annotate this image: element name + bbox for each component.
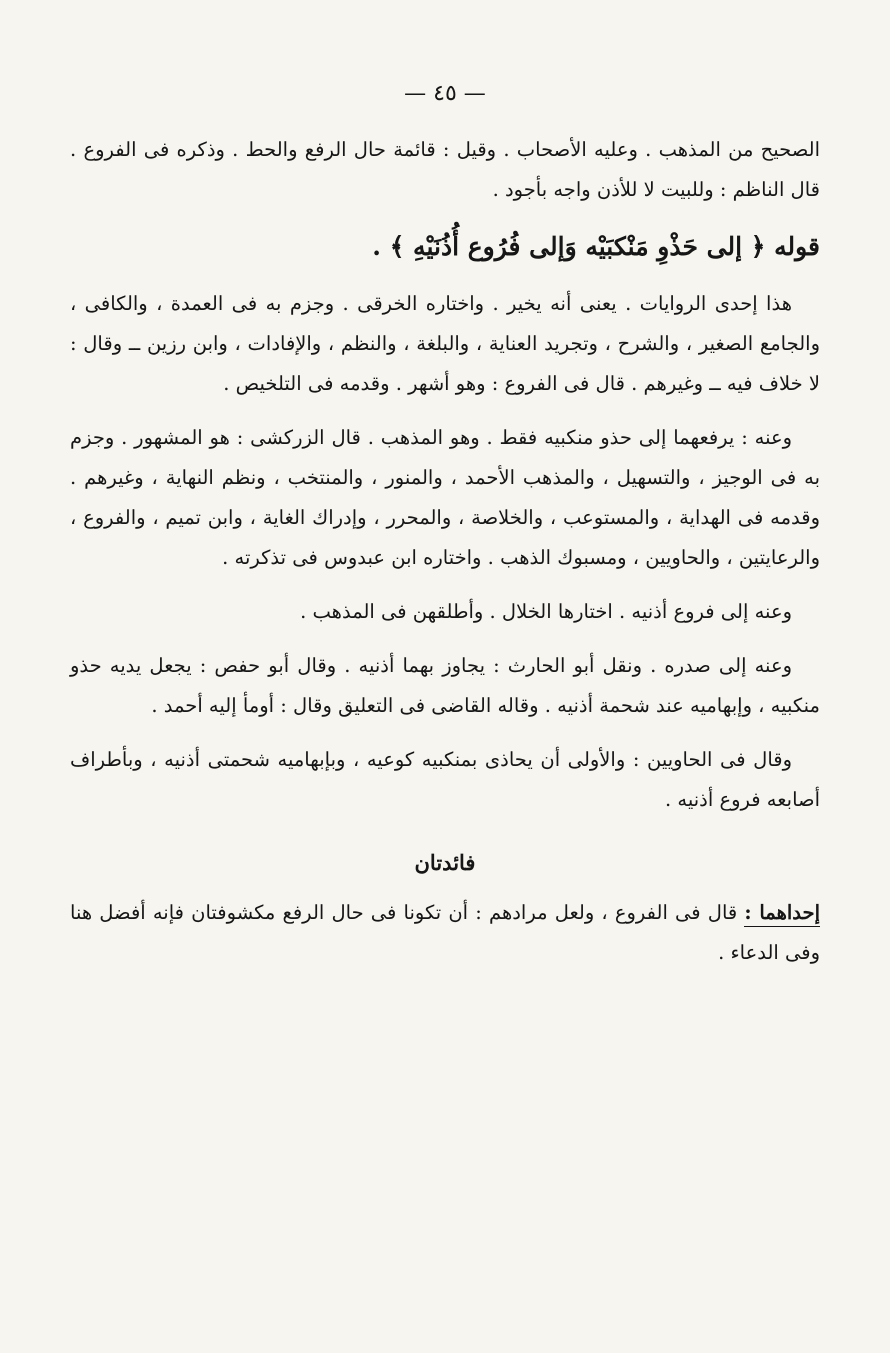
quoted-heading: قوله ﴿ إلى حَذْوِ مَنْكبَيْه وَإلى فُرُوع أُذُنَيْهِ ﴾ . [372, 232, 820, 261]
paragraph-wa-anhu-1-text: وعنه : يرفعهما إلى حذو منكبيه فقط . وهو المذهب . قال الزركشى : هو المشهور . وجزم به فى الوجيز ، والتسهيل ، والمذهب الأحمد ، والمنور ، والمنتخب ، ونظم النهاية ، وغيرهم . وقدمه فى الهداية ، والمستوعب ، والخلاصة ، والمحرر ، وإدراك الغاية ، وابن تميم ، والفروع ، والرعايتين ، والحاويين ، ومسبوك الذهب . واختاره ابن عبدوس فى تذكرته . [70, 426, 820, 569]
paragraph-wa-anhu-3 [70, 646, 820, 726]
paragraph-hawiyayn-text: وقال فى الحاويين : والأولى أن يحاذى بمنكبيه كوعيه ، وبإبهاميه شحمتى أذنيه ، وبأطراف أصابعه فروع أذنيه . [70, 748, 820, 811]
paragraph-wa-anhu-3-text: وعنه إلى صدره . ونقل أبو الحارث : يجاوز بهما أذنيه . وقال أبو حفص : يجعل يديه حذو منكبيه ، وإبهاميه عند شحمة أذنيه . وقاله القاضى فى التعليق وقال : أومأ إليه أحمد . [70, 654, 820, 717]
faida-lead: إحداهما : [744, 901, 820, 927]
paragraph-faida-1 [70, 893, 820, 973]
paragraph-wa-anhu-2 [70, 592, 820, 632]
page-number: — ٤٥ — [404, 81, 486, 106]
paragraph-wa-anhu-1 [70, 418, 820, 578]
paragraph-wa-anhu-2-text: وعنه إلى فروع أذنيه . اختارها الخلال . وأطلقهن فى المذهب . [300, 600, 792, 623]
faida-text: قال فى الفروع ، ولعل مرادهم : أن تكونا فى حال الرفع مكشوفتان فإنه أفضل هنا وفى الدعاء . [70, 901, 820, 964]
paragraph-intro: الصحيح من المذهب . وعليه الأصحاب . وقيل : قائمة حال الرفع والحط . وذكره فى الفروع . قال الناظم : وللبيت لا للأذن واجه بأجود . [70, 138, 820, 201]
paragraph-hawiyayn [70, 740, 820, 820]
paragraph-riwayat [70, 284, 820, 404]
paragraph-riwayat-text: هذا إحدى الروايات . يعنى أنه يخير . واختاره الخرقى . وجزم به فى العمدة ، والكافى ، والجامع الصغير ، والشرح ، وتجريد العناية ، والبلغة ، والنظم ، والإفادات ، وابن رزين ــ وقال : لا خلاف فيه ــ وغيرهم . قال فى الفروع : وهو أشهر . وقدمه فى التلخيص . [70, 292, 820, 395]
section-title: فائدتان [414, 850, 476, 875]
